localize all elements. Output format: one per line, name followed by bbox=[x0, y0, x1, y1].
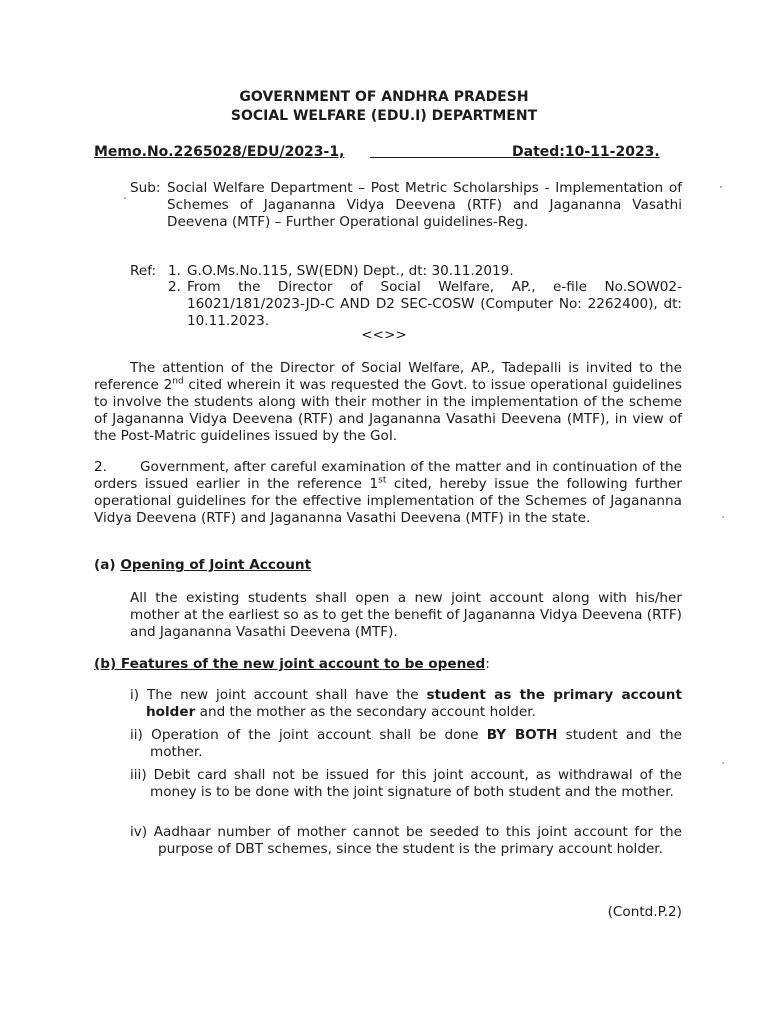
header-government: GOVERNMENT OF ANDHRA PRADESH bbox=[239, 89, 529, 105]
scan-speck bbox=[124, 197, 126, 199]
separator: <<>> bbox=[361, 327, 407, 343]
section-a-body: All the existing students shall open a new joint account along with his/her mother at the earliest so as to get the benefit of Jagananna Vidya Deevena (RTF) and Jagananna Vasathi Deevena (MTF). bbox=[130, 590, 682, 640]
paragraph-2-sup: st bbox=[378, 475, 387, 486]
list-item-1 bbox=[130, 687, 682, 721]
section-b-title: (b) Features of the new joint account to be opened bbox=[94, 656, 486, 672]
list-item-2-text-end: student and the mother. bbox=[150, 727, 683, 760]
list-item-2 bbox=[130, 727, 682, 761]
subject-text: Social Welfare Department – Post Metric Scholarships - Implementation of Schemes of Jagananna Vidya Deevena (RTF) and Jagananna Vasathi Deevena (MTF) – Further Operational guidelines-Reg. bbox=[167, 180, 682, 230]
paragraph-2 bbox=[94, 459, 682, 527]
section-a-heading bbox=[94, 557, 311, 574]
list-item-4-number: iv) bbox=[130, 824, 148, 840]
reference-1-number: 1. bbox=[168, 263, 181, 279]
reference-2-text: From the Director of Social Welfare, AP., e-file No.SOW02-16021/181/2023-JD-C AND D2 SEC-COSW (Computer No: 2262400), dt: 10.11.2023. bbox=[187, 279, 682, 329]
header-department: SOCIAL WELFARE (EDU.I) DEPARTMENT bbox=[230, 108, 538, 124]
list-item-2-text: Operation of the joint account shall be done bbox=[151, 727, 487, 743]
section-a-prefix: (a) bbox=[94, 557, 121, 573]
paragraph-2-number: 2. bbox=[94, 459, 107, 475]
paragraph-1 bbox=[94, 360, 682, 445]
list-item-1-number: i) bbox=[130, 687, 140, 703]
paragraph-1-sup: nd bbox=[172, 376, 184, 387]
list-item-1-text: The new joint account shall have the bbox=[146, 687, 427, 703]
list-item-3-text: Debit card shall not be issued for this joint account, as withdrawal of the money is to be done with the joint signature of both student and the mother. bbox=[150, 767, 682, 800]
list-item-4 bbox=[130, 824, 682, 858]
paragraph-1-text-a: The attention of the Director of Social Welfare, AP., Tadepalli is invited to the reference 2 bbox=[94, 360, 682, 393]
memo-number: Memo.No.2265028/EDU/2023-1, bbox=[94, 144, 345, 160]
reference-2-number: 2. bbox=[168, 279, 181, 295]
reference-1-text: G.O.Ms.No.115, SW(EDN) Dept., dt: 30.11.2019. bbox=[187, 263, 514, 279]
list-item-1-bold: student as the primary account holder bbox=[146, 687, 682, 720]
list-item-3-number: iii) bbox=[130, 767, 147, 783]
scan-speck bbox=[722, 516, 724, 518]
list-item-1-text-end: and the mother as the secondary account holder. bbox=[195, 704, 536, 720]
list-item-4-text: Aadhaar number of mother cannot be seeded to this joint account for the purpose of DBT schemes, since the student is the primary account holder. bbox=[153, 824, 682, 857]
continued-note: (Contd.P.2) bbox=[607, 904, 682, 920]
subject-label: Sub: bbox=[130, 180, 161, 196]
list-item-2-bold: BY BOTH bbox=[486, 727, 558, 743]
section-b-colon: : bbox=[485, 656, 490, 672]
list-item-3 bbox=[130, 767, 682, 801]
section-a-title: Opening of Joint Account bbox=[120, 557, 312, 573]
paragraph-1-text-b: cited wherein it was requested the Govt. to issue operational guidelines to involve the students along with their mother in the implementation of the scheme of Jagananna Vidya Deevena (RTF) and Jagananna Vasathi Deevena (MTF), in view of the Post-Matric guidelines issued by the GoI. bbox=[94, 377, 682, 444]
memo-date: Dated:10-11-2023. bbox=[512, 144, 660, 160]
paragraph-2-text-a: Government, after careful examination of the matter and in continuation of the orders issued earlier in the reference 1 bbox=[94, 459, 682, 492]
paragraph-2-text-b: cited, hereby issue the following further operational guidelines for the effective implementation of the Schemes of Jagananna Vidya Deevena (RTF) and Jagananna Vasathi Deevena (MTF) in the state. bbox=[94, 476, 682, 526]
reference-label: Ref: bbox=[130, 263, 157, 279]
scan-speck bbox=[722, 762, 724, 764]
memo-underline bbox=[370, 157, 512, 158]
section-b-heading bbox=[94, 656, 490, 673]
list-item-2-number: ii) bbox=[130, 727, 143, 743]
scan-speck bbox=[720, 186, 722, 188]
